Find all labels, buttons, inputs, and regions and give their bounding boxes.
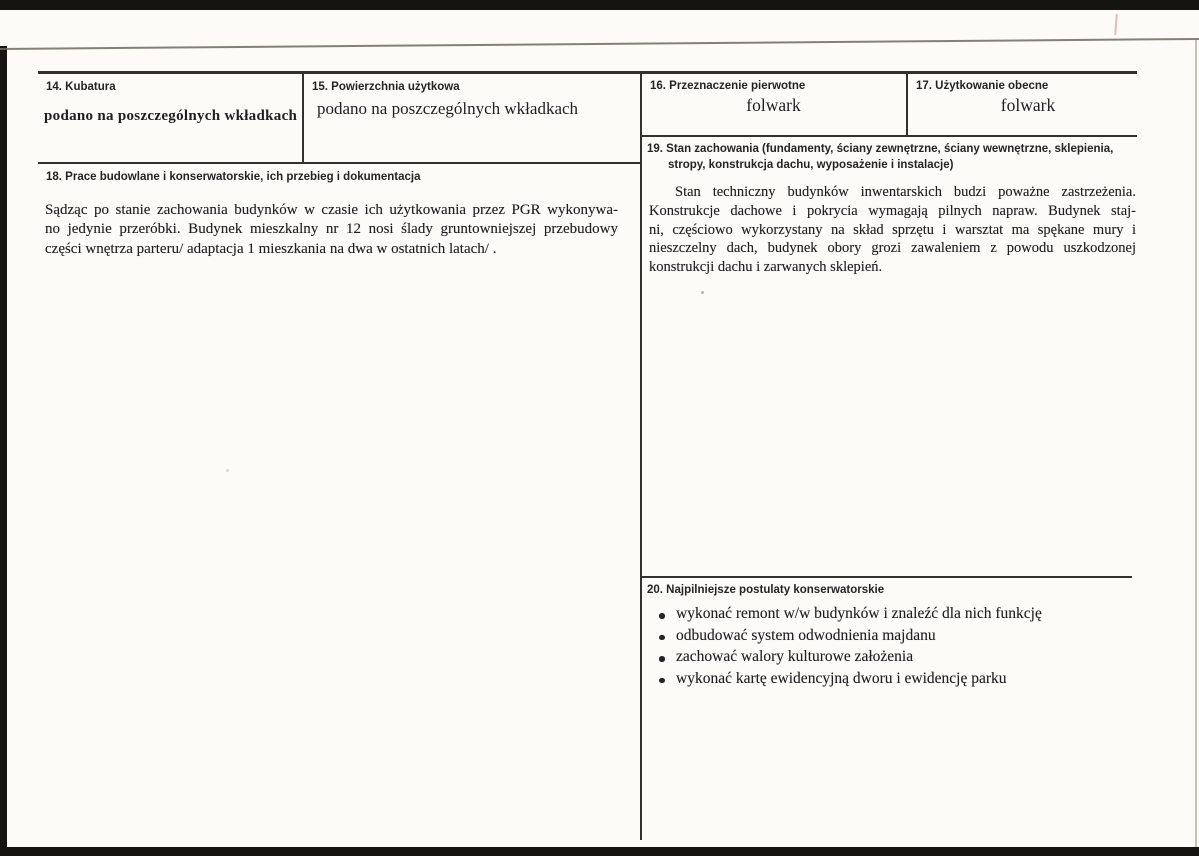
- field-16-value: folwark: [746, 95, 801, 115]
- text-line: ni, częściowo wykorzystany na skład sprzętu i warsztat ma spękane mury i: [649, 221, 1136, 238]
- table-border-above-20: [640, 576, 1132, 578]
- field-14-kubatura: [46, 80, 116, 95]
- scan-edge-left: [0, 46, 7, 856]
- bullet-dot-icon: [659, 656, 665, 662]
- list-item: [659, 670, 1042, 692]
- table-divider-14-15: [302, 71, 304, 164]
- field-15-powierzchnia: [312, 80, 460, 95]
- scan-speck: [701, 291, 704, 294]
- field-15-value: podano na poszczególnych wkładkach: [317, 99, 579, 118]
- field-15-label: 15. Powierzchnia użytkowa: [312, 81, 460, 93]
- field-19-text: [649, 184, 1136, 278]
- field-18-label: 18. Prace budowlane i konserwatorskie, ich przebieg i dokumentacja: [46, 171, 421, 183]
- table-border-top: [38, 71, 1137, 74]
- field-19-stan-zachowania: [647, 142, 1113, 173]
- field-19-label-line1: 19. Stan zachowania (fundamenty, ściany zewnętrzne, ściany wewnętrzne, sklepienia,: [647, 143, 1114, 155]
- field-18-text: [45, 202, 618, 260]
- field-16-przeznaczenie: [650, 79, 805, 94]
- field-20-list: [659, 605, 1042, 691]
- text-line: konstrukcji dachu i zarwanych sklepień.: [649, 259, 883, 276]
- bullet-dot-icon: [659, 678, 665, 684]
- text-line: Stan techniczny budynków inwentarskich budzi poważne zastrzeżenia.: [675, 184, 1136, 200]
- field-14-value: podano na poszczególnych wkładkach: [44, 108, 298, 124]
- scan-scratch-mark: [1114, 14, 1117, 35]
- table-border-row-left: [38, 162, 641, 164]
- field-18-prace: [46, 170, 421, 185]
- text-line: Konstrukcje dachowe i pokrycia wymagają pilnych napraw. Budynek staj-: [649, 202, 1136, 219]
- field-14-label: 14. Kubatura: [46, 81, 116, 93]
- field-20-postulaty: [647, 583, 884, 598]
- list-item-text: wykonać remont w/w budynków i znaleźć dla nich funkcję: [676, 605, 1042, 622]
- list-item-text: odbudować system odwodnienia majdanu: [676, 626, 936, 644]
- field-17-uzytkowanie: [916, 79, 1048, 94]
- text-line: Sądząc po stanie zachowania budynków w czasie ich użytkowania przez PGR wykonywa-: [45, 202, 618, 218]
- field-16-label: 16. Przeznaczenie pierwotne: [650, 80, 806, 92]
- text-line: nieszczelny dach, budynek obory grozi zawaleniem z powodu uszkodzonej: [649, 240, 1136, 257]
- field-17-value: folwark: [1000, 95, 1056, 115]
- scan-edge-bottom: [0, 847, 1199, 856]
- bullet-dot-icon: [659, 613, 665, 619]
- field-19-label-line2: stropy, konstrukcja dachu, wyposażenie i instalacje): [668, 158, 954, 171]
- list-item: [659, 648, 1042, 670]
- page-edge-line: [0, 38, 1199, 50]
- field-20-label: 20. Najpilniejsze postulaty konserwatorskie: [647, 584, 885, 596]
- text-line: części wnętrza parteru/ adaptacja 1 mieszkania na dwa w ostatnich latach/ .: [45, 240, 497, 257]
- page-edge-right: [1195, 40, 1197, 847]
- scan-edge-top: [0, 0, 1199, 10]
- list-item: [659, 627, 1042, 649]
- text-line: no jedynie przeróbki. Budynek mieszkalny nr 12 nosi ślady gruntowniejszej przebudowy: [45, 221, 618, 238]
- list-item-text: zachować walory kulturowe założenia: [676, 648, 914, 666]
- table-divider-center: [640, 71, 642, 840]
- bullet-dot-icon: [659, 635, 665, 641]
- table-border-row-right: [640, 135, 1137, 137]
- field-17-label: 17. Użytkowanie obecne: [916, 80, 1049, 92]
- list-item-text: wykonać kartę ewidencyjną dworu i ewidencję parku: [676, 669, 1007, 687]
- scan-speck: [226, 469, 229, 472]
- list-item: [659, 605, 1042, 627]
